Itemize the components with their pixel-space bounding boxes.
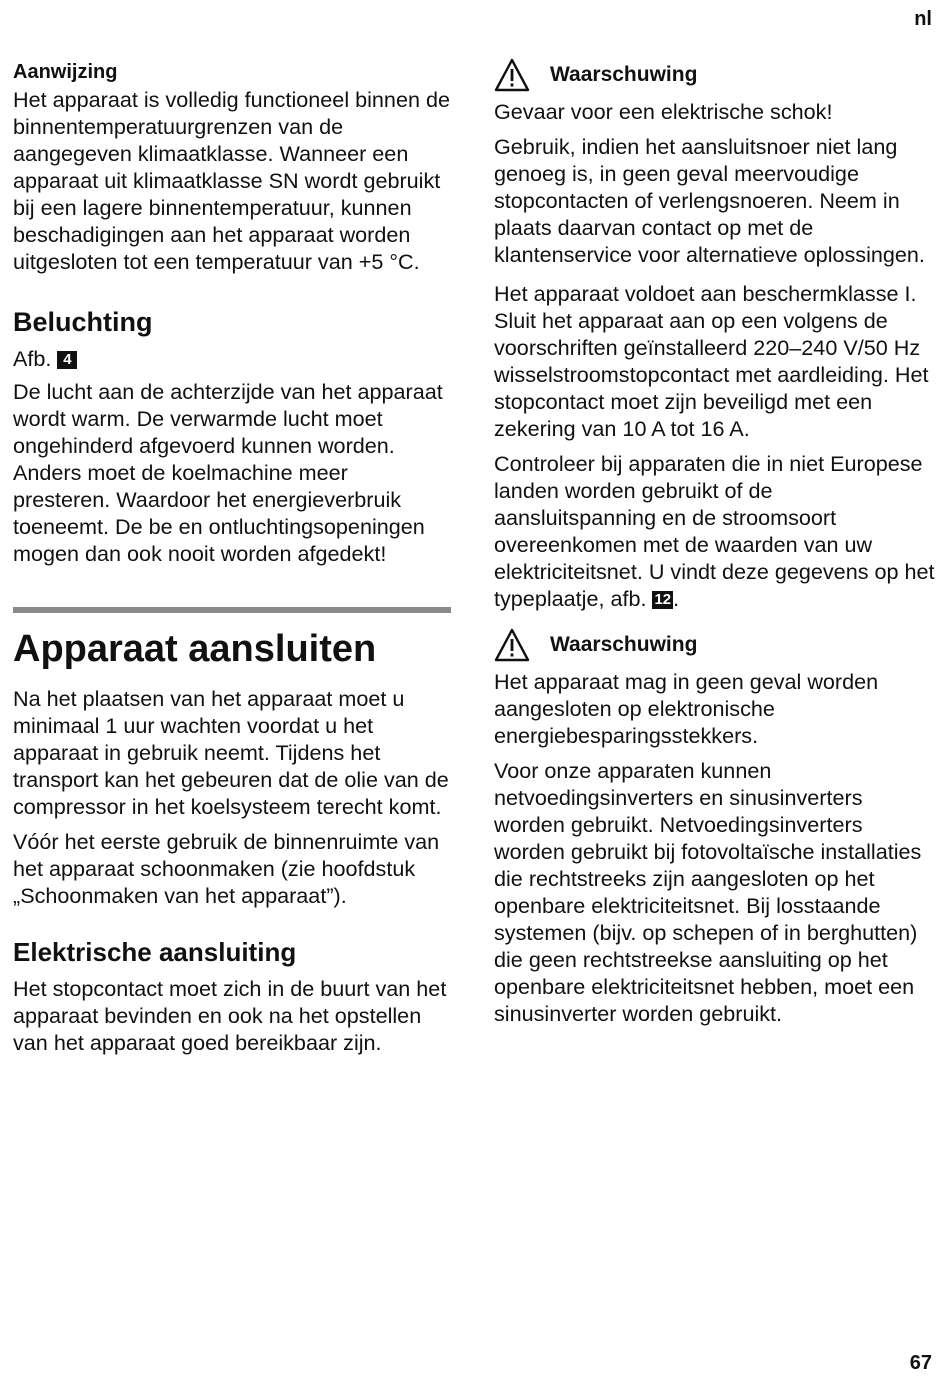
warning-2-title: Waarschuwing (550, 633, 698, 656)
language-tag: nl (914, 8, 932, 30)
ventilation-heading: Beluchting (13, 307, 153, 337)
page-number: 67 (909, 1352, 932, 1374)
ventilation-text: De lucht aan de achterzijde van het apparaat wordt warm. De verwarmde lucht moet ongehinderd afgevoerd kunnen worden. Anders moet de koelmachine meer presteren. Waardoor het energieverbruik toeneemt. De be en ontluchtingsopeningen mogen dan ook nooit worden afgedekt! (13, 379, 443, 566)
voltage-check-end: . (673, 586, 680, 611)
connect-text-1: Na het plaatsen van het apparaat moet u minimaal 1 uur wachten voordat u het apparaat in gebruik neemt. Tijdens het transport kan het gebeuren dat de olie van de compressor in het koelsysteem terecht komt. (13, 686, 449, 819)
warning-1-header (494, 58, 936, 92)
electrical-text: Het stopcontact moet zich in de buurt van het apparaat bevinden en ook na het opstellen van het apparaat goed bereikbaar zijn. (13, 976, 447, 1055)
voltage-check-main: Controleer bij apparaten die in niet Europese landen worden gebruikt of de aansluitspanning en de stroomsoort overeenkomen met de waarden van uw elektriciteitsnet. U vindt deze gegevens op het typeplaatje, afb. (494, 451, 935, 611)
protection-class-text: Het apparaat voldoet aan beschermklasse I. Sluit het apparaat aan op een volgens de voorschriften geïnstalleerd 220–240 V/50 Hz wisselstroomstopcontact met aardleiding. Het stopcontact moet zijn beveiligd met een zekering van 10 A tot 16 A. (494, 281, 929, 441)
connect-heading: Apparaat aansluiten (13, 628, 377, 670)
warning-triangle-icon (494, 58, 530, 92)
figure-number-badge: 12 (654, 591, 672, 608)
warning-1-title: Waarschuwing (550, 63, 698, 86)
warning-1-text-1: Gevaar voor een elektrische schok! (494, 99, 833, 124)
figure-number-badge: 4 (57, 351, 77, 369)
section-divider (13, 607, 451, 613)
note-label: Aanwijzing (13, 61, 118, 83)
electrical-heading: Elektrische aansluiting (13, 937, 297, 967)
figure-prefix: Afb. (13, 346, 52, 371)
warning-2-text-2: Voor onze apparaten kunnen netvoedingsinverters en sinusinverters worden gebruikt. Netvoedingsinverters worden gebruikt bij fotovoltaïsche installaties die rechtstreeks zijn aangesloten op het openbare elektriciteitsnet. Bij losstaande systemen (bijv. op schepen of in berghutten) die geen rechtstreekse aansluiting op het openbare elektriciteitsnet hebben, moet een sinusinverter worden gebruikt. (494, 758, 922, 1026)
warning-2-text-1: Het apparaat mag in geen geval worden aangesloten op elektronische energiebesparingsstekkers. (494, 669, 879, 748)
right-column (494, 58, 936, 1035)
warning-triangle-icon (494, 628, 530, 662)
warning-2-header (494, 628, 936, 662)
left-column (13, 58, 451, 1064)
voltage-check-text (494, 450, 936, 612)
warning-1-text-2: Gebruik, indien het aansluitsnoer niet lang genoeg is, in geen geval meervoudige stopcontacten of verlengsnoeren. Neem in plaats daarvan contact op met de klantenservice voor alternatieve oplossingen. (494, 134, 925, 267)
connect-text-2: Vóór het eerste gebruik de binnenruimte van het apparaat schoonmaken (zie hoofdstuk „Schoonmaken van het apparaat”). (13, 829, 440, 908)
note-text: Het apparaat is volledig functioneel binnen de binnentemperatuurgrenzen van de aangegeven klimaatklasse. Wanneer een apparaat uit klimaatklasse SN wordt gebruikt bij een lagere binnentemperatuur, kunnen beschadigingen aan het apparaat worden uitgesloten tot een temperatuur van +5 °C. (13, 87, 450, 274)
figure-reference (13, 345, 451, 372)
